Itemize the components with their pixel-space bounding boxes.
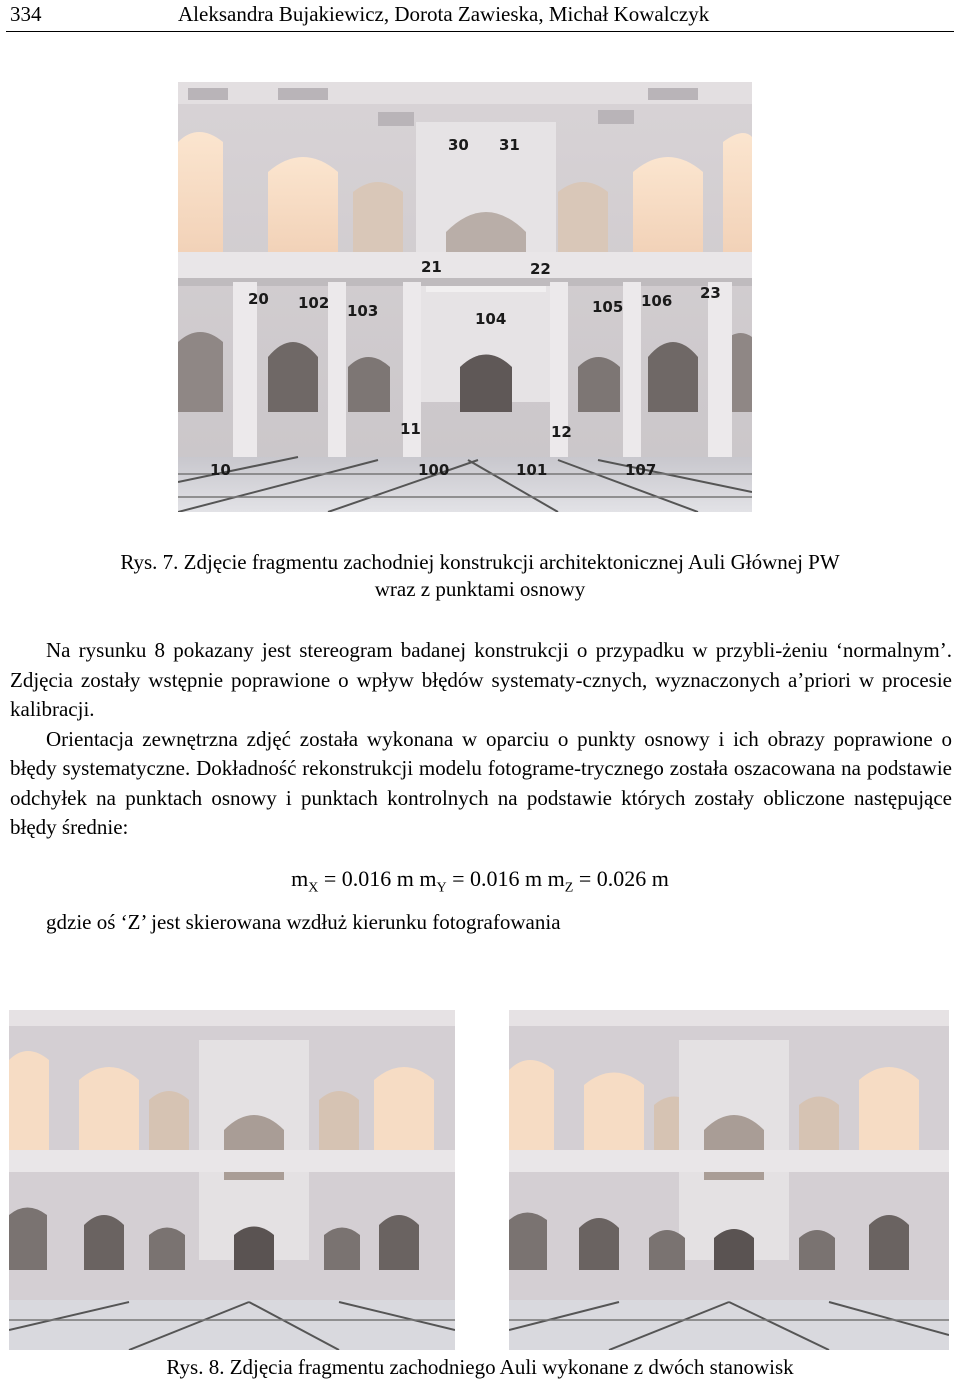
formula-m-x: m bbox=[291, 866, 309, 891]
point-label-100: 100 bbox=[418, 461, 450, 479]
point-label-103: 103 bbox=[347, 302, 379, 320]
point-label-22: 22 bbox=[530, 260, 551, 278]
figure7-caption-line1: Rys. 7. Zdjęcie fragmentu zachodniej konstrukcji architektonicznej Auli Głównej PW bbox=[120, 550, 840, 574]
header-rule bbox=[6, 31, 954, 32]
formula-sub-z: Z bbox=[564, 880, 574, 896]
point-label-23: 23 bbox=[700, 284, 721, 302]
point-label-12: 12 bbox=[551, 423, 572, 441]
point-label-30: 30 bbox=[448, 136, 469, 154]
point-label-11: 11 bbox=[400, 420, 421, 438]
page-header bbox=[0, 0, 960, 34]
figure7-caption-line2: wraz z punktami osnowy bbox=[374, 577, 586, 601]
paragraph-1: Na rysunku 8 pokazany jest stereogram badanej konstrukcji o przypadku w przybli-żeniu ‘normalnym’. Zdjęcia zostały wstępnie poprawione o wpływ błędów systematy-cznych, wyznaczonych a’priori w procesie kalibracji. bbox=[10, 638, 952, 721]
figure8-photo-left bbox=[9, 1010, 455, 1350]
figure7-photo bbox=[178, 82, 752, 512]
formula-m-y: m bbox=[419, 866, 437, 891]
figure7-caption bbox=[0, 549, 960, 603]
formula-sub-x: X bbox=[308, 880, 319, 896]
point-label-104: 104 bbox=[475, 310, 507, 328]
point-label-102: 102 bbox=[298, 294, 330, 312]
formula-val-x: = 0.016 m bbox=[318, 866, 420, 891]
point-label-101: 101 bbox=[516, 461, 548, 479]
formula-val-y: = 0.016 m bbox=[446, 866, 548, 891]
point-label-105: 105 bbox=[592, 298, 624, 316]
aula-photo-left bbox=[9, 1010, 455, 1350]
point-label-107: 107 bbox=[625, 461, 657, 479]
point-label-10: 10 bbox=[210, 461, 231, 479]
point-label-21: 21 bbox=[421, 258, 442, 276]
aula-photo-right bbox=[509, 1010, 949, 1350]
formula-sub-y: Y bbox=[436, 880, 447, 896]
formula-m-z: m bbox=[547, 866, 565, 891]
figure8-caption: Rys. 8. Zdjęcia fragmentu zachodniego Auli wykonane z dwóch stanowisk bbox=[166, 1355, 794, 1379]
page-number: 334 bbox=[10, 2, 42, 26]
formula-explanation: gdzie oś ‘Z’ jest skierowana wzdłuż kierunku fotografowania bbox=[46, 910, 561, 934]
point-label-106: 106 bbox=[641, 292, 673, 310]
aula-photo-with-points bbox=[178, 82, 752, 512]
error-formula bbox=[0, 866, 960, 896]
formula-val-z: = 0.026 m bbox=[573, 866, 669, 891]
running-head-authors: Aleksandra Bujakiewicz, Dorota Zawieska, Michał Kowalczyk bbox=[178, 2, 710, 26]
point-label-31: 31 bbox=[499, 136, 520, 154]
paragraph-2: Orientacja zewnętrzna zdjęć została wykonana w oparciu o punkty osnowy i ich obrazy poprawione o błędy systematyczne. Dokładność rekonstrukcji modelu fotograme-trycznego została oszacowana na podstawie odchyłek na punktach osnowy i punktach kontrolnych na podstawie których zostały obliczone następujące błędy średnie: bbox=[10, 726, 952, 839]
figure8-photo-right bbox=[509, 1010, 949, 1350]
body-text bbox=[10, 636, 952, 843]
point-label-20: 20 bbox=[248, 290, 269, 308]
